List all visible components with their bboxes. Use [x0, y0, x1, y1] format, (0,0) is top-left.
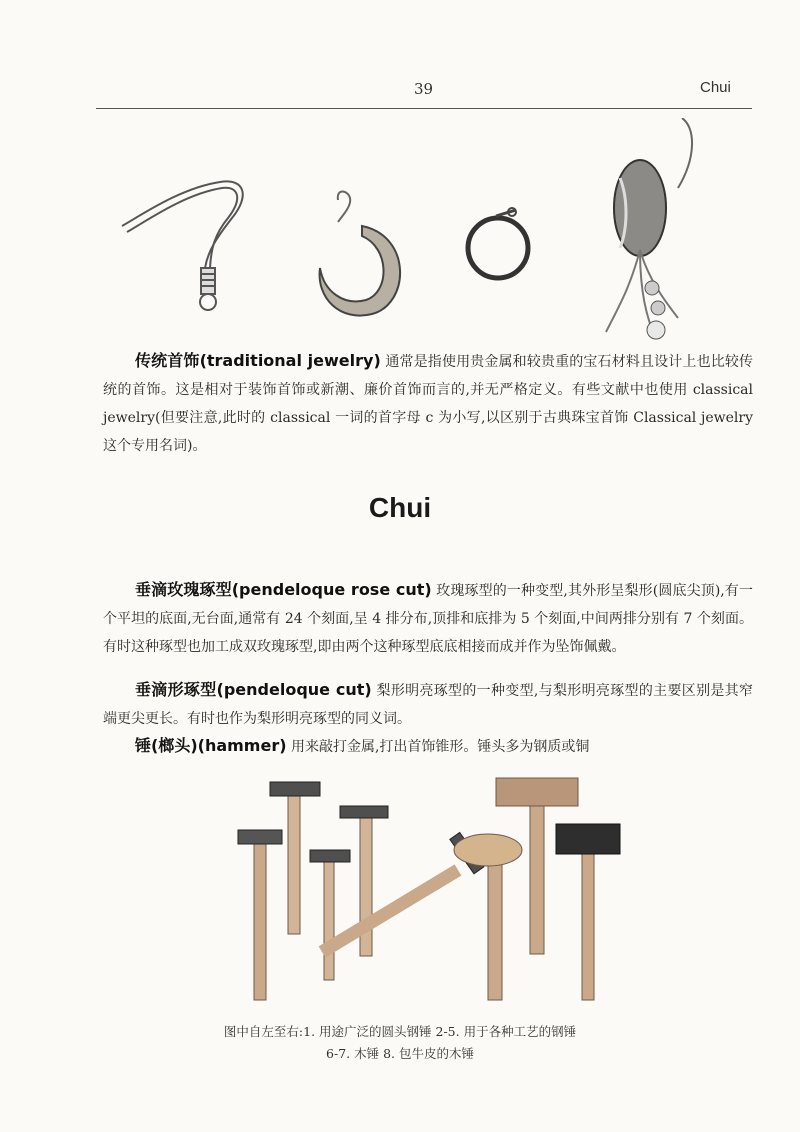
wooden-mallet-6 — [454, 834, 522, 1000]
entry-pendeloque-cut — [103, 676, 753, 733]
entry-term: 锤(榔头)(hammer) — [135, 736, 287, 755]
entry-text: 通常是指使用贵金属和较贵重的宝石材料且设计上也比较传统的首饰。这是相对于装饰首饰或新潮、廉价首饰而言的,并无严格定义。有些文献中也使用 classical jewelry(但要注意,此时的 classical 一词的首字母 c 为小写,以区别于古典珠宝首饰 Classical jewelry 这个专用名词)。 — [103, 354, 754, 454]
figure-caption-line1: 图中自左至右:1. 用途广泛的圆头钢锤 2-5. 用于各种工艺的钢锤 — [223, 1024, 577, 1039]
ear-wire-hook-illustration — [122, 181, 243, 310]
entry-text: 用来敲打金属,打出首饰锥形。锤头多为钢质或铜 — [290, 739, 590, 755]
round-head-steel-hammer — [238, 830, 282, 1000]
entry-traditional-jewelry — [103, 347, 753, 460]
wooden-mallet-7 — [496, 778, 578, 954]
entry-term: 垂滴玫瑰琢型(pendeloque rose cut) — [135, 580, 432, 599]
ornate-drop-earring-illustration — [606, 118, 692, 339]
page-number: 39 — [414, 80, 434, 98]
running-head: Chui — [700, 79, 731, 96]
earring-illustrations — [100, 118, 720, 358]
figure-caption-line2: 6-7. 木锤 8. 包牛皮的木锤 — [326, 1046, 474, 1061]
header-rule — [96, 108, 752, 109]
entry-text: 玫瑰琢型的一种变型,其外形呈梨形(圆底尖顶),有一个平坦的底面,无台面,通常有 24 个刻面,呈 4 排分布,顶排和底排为 5 个刻面,中间两排分别有 7 个刻面。有时这种琢型也加工成双玫瑰琢型,即由两个这种琢型底底相接而成并作为坠饰佩戴。 — [103, 583, 753, 655]
section-title: Chui — [368, 492, 432, 523]
entry-term: 垂滴形琢型(pendeloque cut) — [135, 680, 372, 699]
hammers-photo — [230, 770, 630, 1010]
steel-hammer-4 — [310, 850, 350, 980]
entry-hammer — [103, 732, 753, 761]
entry-term: 传统首饰(traditional jewelry) — [135, 351, 381, 370]
leather-covered-mallet-8 — [556, 824, 620, 1000]
entry-text: 梨形明亮琢型的一种变型,与梨形明亮琢型的主要区别是其窄端更尖更长。有时也作为梨形明亮琢型的同义词。 — [103, 683, 753, 727]
entry-pendeloque-rose-cut — [103, 576, 753, 661]
small-hoop-illustration — [468, 208, 528, 278]
crescent-hoop-illustration — [320, 192, 401, 316]
